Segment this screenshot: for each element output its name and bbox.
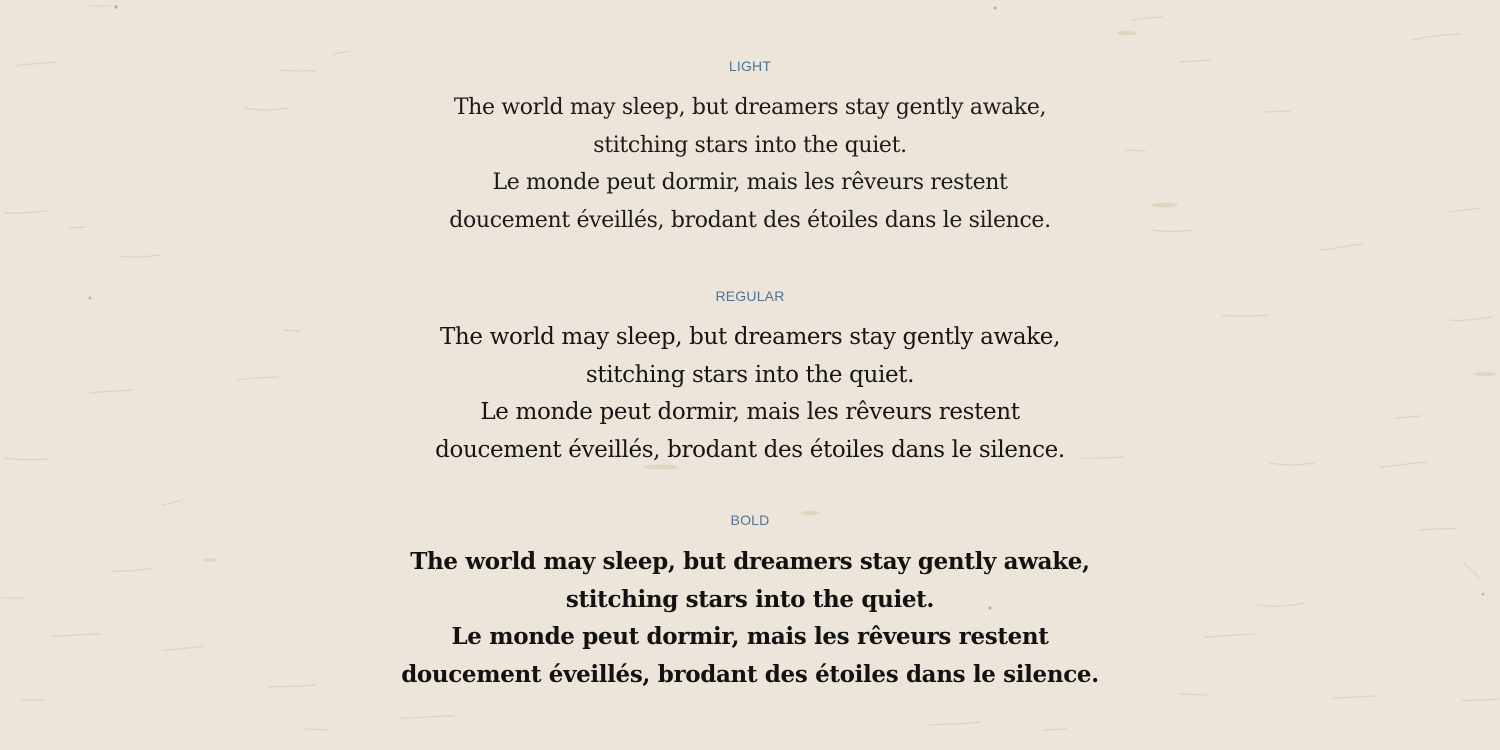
sample-line: doucement éveillés, brodant des étoiles dans le silence. [401, 660, 1099, 688]
sample-line: stitching stars into the quiet. [585, 361, 915, 388]
specimen-regular [0, 287, 1500, 469]
sample-line: The world may sleep, but dreamers stay gently awake, [410, 548, 1090, 575]
weight-label-regular: REGULAR [715, 288, 785, 304]
sample-line: doucement éveillés, brodant des étoiles dans le silence. [435, 436, 1065, 463]
sample-line: The world may sleep, but dreamers stay gently awake, [453, 95, 1047, 120]
sample-line: Le monde peut dormir, mais les rêveurs restent [492, 170, 1008, 195]
sample-line: doucement éveillés, brodant des étoiles dans le silence. [449, 207, 1051, 233]
sample-text-light [0, 89, 1500, 239]
sample-line: Le monde peut dormir, mais les rêveurs restent [480, 399, 1020, 425]
sample-line: stitching stars into the quiet. [593, 132, 907, 158]
specimen-bold [0, 511, 1500, 693]
weight-label-light: LIGHT [728, 58, 772, 74]
sample-line: The world may sleep, but dreamers stay gently awake, [439, 324, 1061, 350]
specimen-light [0, 57, 1500, 239]
sample-text-regular [0, 319, 1500, 469]
sample-line: stitching stars into the quiet. [565, 585, 935, 613]
sample-line: Le monde peut dormir, mais les rêveurs restent [451, 623, 1049, 650]
sample-text-bold [0, 543, 1500, 693]
weight-label-bold: BOLD [730, 512, 770, 528]
